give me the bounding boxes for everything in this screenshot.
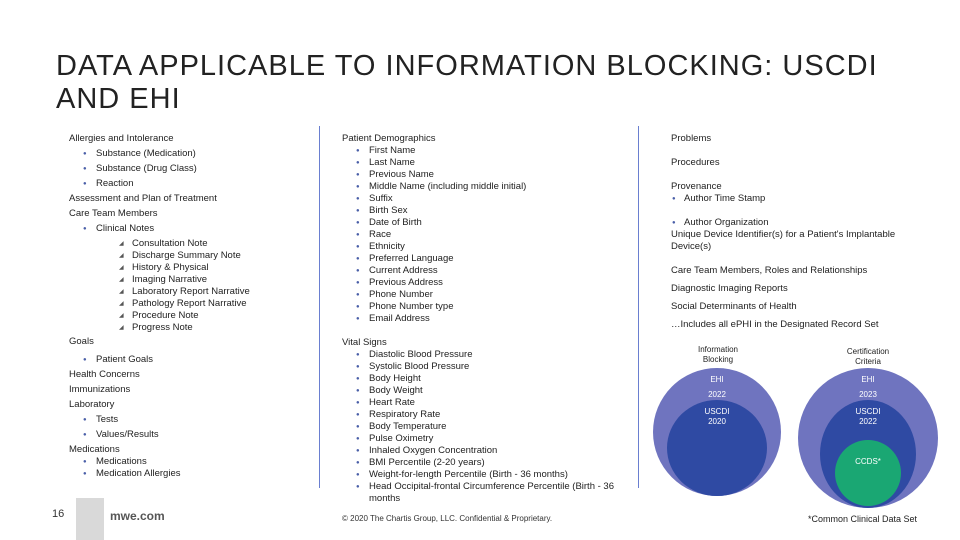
list-item: ● Reaction (69, 178, 319, 190)
ehi-2023-label: EHI (861, 375, 875, 384)
list-item: ● Substance (Drug Class) (69, 163, 319, 175)
list-item: ● Clinical Notes (69, 223, 319, 235)
heading-laboratory: Laboratory (69, 399, 115, 410)
uscdi-2020-year: 2020 (708, 417, 726, 426)
list-item: ● Birth Sex (342, 205, 618, 217)
list-item: ● Patient Goals (69, 354, 319, 366)
list-item: ◢ Pathology Report Narrative (69, 298, 319, 310)
list-item: ● Diastolic Blood Pressure (342, 349, 618, 361)
list-item: ● Respiratory Rate (342, 409, 618, 421)
list-item: ● Phone Number (342, 289, 618, 301)
list-item: ● Previous Address (342, 277, 618, 289)
heading-goals: Goals (69, 336, 94, 347)
item-problems: Problems (671, 133, 712, 144)
list-item: ● Previous Name (342, 169, 618, 181)
list-item: ● Suffix (342, 193, 618, 205)
left-column (69, 133, 319, 480)
item-sdoh: Social Determinants of Health (671, 301, 797, 312)
heading-health-concerns: Health Concerns (69, 369, 140, 380)
ccds-label: CCDS* (855, 457, 881, 466)
list-item: ● Body Weight (342, 385, 618, 397)
list-item: ● First Name (342, 145, 618, 157)
footer-copyright: © 2020 The Chartis Group, LLC. Confidential & Proprietary. (342, 514, 553, 523)
list-item: ● Race (342, 229, 618, 241)
list-item: ● Phone Number type (342, 301, 618, 313)
diagram-right-heading: Certification Criteria (846, 347, 890, 366)
list-item: ◢ Consultation Note (69, 238, 319, 250)
list-item: ● Weight-for-length Percentile (Birth - 36 months) (342, 469, 618, 481)
list-item: ● Current Address (342, 265, 618, 277)
heading-care-team: Care Team Members (69, 208, 158, 219)
item-procedures: Procedures (671, 157, 720, 168)
list-item: ● Tests (69, 414, 319, 426)
footer-accent-bar (76, 498, 104, 540)
divider (638, 126, 639, 488)
page-number: 16 (52, 508, 65, 520)
ehi-2022-year: 2022 (708, 390, 726, 399)
footer-note: *Common Clinical Data Set (808, 514, 918, 524)
footer-logo: mwe.com (110, 509, 165, 523)
list-item: ● Ethnicity (342, 241, 618, 253)
list-item: ◢ Discharge Summary Note (69, 250, 319, 262)
heading-allergies: Allergies and Intolerance (69, 133, 174, 144)
middle-column (342, 133, 618, 505)
list-item: ◢ Laboratory Report Narrative (69, 286, 319, 298)
heading-assessment: Assessment and Plan of Treatment (69, 193, 217, 204)
list-item: ● Pulse Oximetry (342, 433, 618, 445)
item-care-team-roles: Care Team Members, Roles and Relationships (671, 265, 868, 276)
uscdi-2022-year: 2022 (859, 417, 877, 426)
list-item: ● Preferred Language (342, 253, 618, 265)
ccds-circle (835, 440, 901, 506)
list-item: ● Date of Birth (342, 217, 618, 229)
heading-demographics: Patient Demographics (342, 133, 436, 144)
diagram-left-heading: Information Blocking (697, 345, 739, 364)
list-item: ● Body Temperature (342, 421, 618, 433)
list-item: ● Medication Allergies (69, 468, 319, 480)
item-ephi: …Includes all ePHI in the Designated Record Set (671, 319, 879, 330)
heading-vitals: Vital Signs (342, 337, 387, 348)
list-item: ◢ History & Physical (69, 262, 319, 274)
item-imaging: Diagnostic Imaging Reports (671, 283, 788, 294)
list-item: ◢ Imaging Narrative (69, 274, 319, 286)
divider (319, 126, 320, 488)
item-provenance: Provenance (671, 181, 722, 192)
heading-immunizations: Immunizations (69, 384, 131, 395)
page-title: DATA APPLICABLE TO INFORMATION BLOCKING: USCDI AND EHI (56, 50, 878, 115)
ehi-2022-label: EHI (710, 375, 724, 384)
list-item: ● Medications (69, 456, 319, 468)
list-item: ● Middle Name (including middle initial) (342, 181, 618, 193)
list-item: ● BMI Percentile (2-20 years) (342, 457, 618, 469)
list-item: ● Substance (Medication) (69, 148, 319, 160)
uscdi-2020-label: USCDI (704, 407, 730, 416)
list-item: ◢ Procedure Note (69, 310, 319, 322)
uscdi-2022-label: USCDI (855, 407, 881, 416)
ehi-2023-year: 2023 (859, 390, 877, 399)
item-udi: Unique Device Identifier(s) for a Patient's Implantable Device(s) (671, 229, 896, 252)
list-item: ● Author Time Stamp (671, 193, 960, 205)
list-item: ● Heart Rate (342, 397, 618, 409)
list-item: ● Email Address (342, 313, 618, 325)
list-item: ● Head Occipital-frontal Circumference Percentile (Birth - 36 months (342, 481, 618, 505)
list-item: ● Author Organization (671, 217, 960, 229)
list-item: ◢ Progress Note (69, 322, 319, 334)
list-item: ● Last Name (342, 157, 618, 169)
list-item: ● Values/Results (69, 429, 319, 441)
list-item: ● Body Height (342, 373, 618, 385)
heading-medications: Medications (69, 444, 120, 455)
list-item: ● Inhaled Oxygen Concentration (342, 445, 618, 457)
list-item: ● Systolic Blood Pressure (342, 361, 618, 373)
